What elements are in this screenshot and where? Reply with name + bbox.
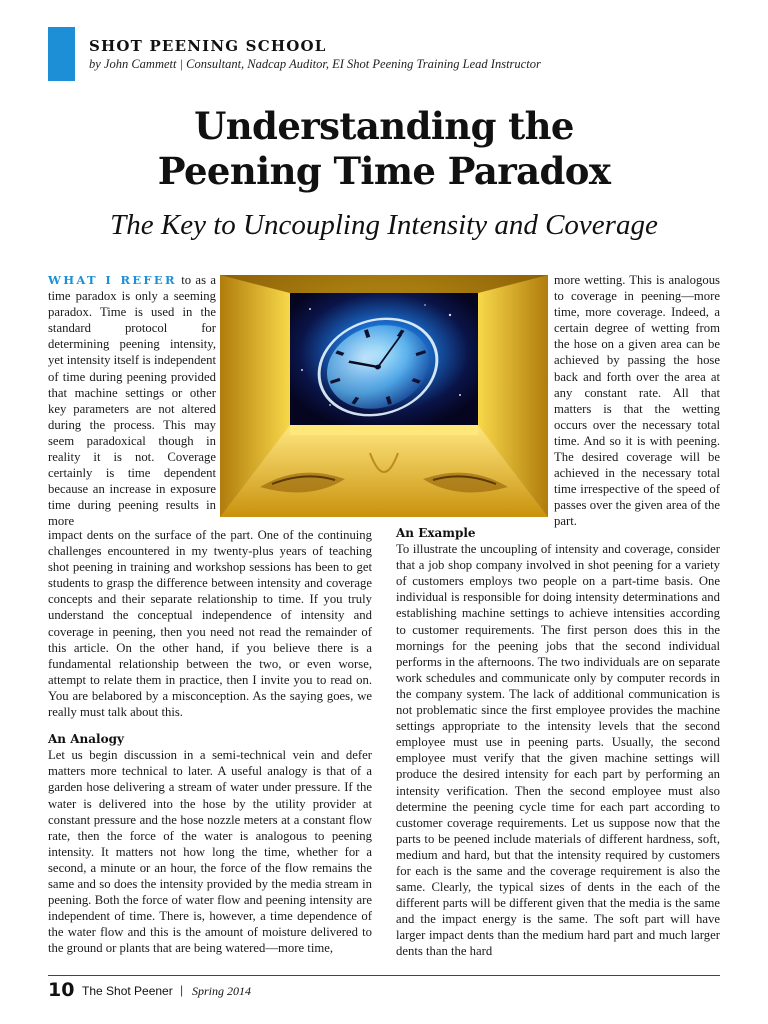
left-column-top bbox=[48, 272, 216, 530]
section-heading-example: An Example bbox=[396, 526, 476, 540]
lead-in: WHAT I REFER bbox=[48, 273, 177, 287]
footer-rule bbox=[48, 975, 720, 976]
left-column-bottom bbox=[48, 527, 372, 956]
issue-date: Spring 2014 bbox=[192, 984, 252, 998]
section-accent-bar bbox=[48, 27, 75, 81]
right-column-top: more wetting. This is analogous to coverage in peening—more time, more coverage. Indeed, a certain degree of wetting from the hose on a given area can be achieved by passing the hose back and forth over the area at any constant rate. All that matters is that the wetting occurs over the necessary total time. And so it is with peening. The desired coverage will be achieved in the necessary total time irrespective of the speed of passes over the given area of the part. bbox=[554, 273, 720, 529]
footer-separator: | bbox=[180, 983, 184, 997]
section-heading-analogy: An Analogy bbox=[48, 732, 124, 747]
title-line-1: Understanding the bbox=[194, 104, 574, 148]
article-title bbox=[0, 104, 768, 194]
page-number: 10 bbox=[48, 979, 75, 1001]
section-label: SHOT PEENING SCHOOL bbox=[89, 37, 327, 55]
right-column-bottom bbox=[396, 525, 720, 960]
title-line-2: Peening Time Paradox bbox=[157, 149, 611, 193]
byline: by John Cammett | Consultant, Nadcap Auditor, EI Shot Peening Training Lead Instructor bbox=[89, 57, 541, 71]
article-subtitle: The Key to Uncoupling Intensity and Coverage bbox=[110, 209, 658, 241]
clock-illustration bbox=[220, 275, 548, 517]
body-paragraph: Let us begin discussion in a semi-technical vein and defer matters more technical to later. A useful analogy is that of a garden hose delivering a stream of water under pressure. If the water is delivered into the hose by the utility provider at constant pressure and the hose nozzle meters at a constant flow rate, then the force of the water is analogous to peening intensity. It matters not how long the time, whether for a second, a minute or an hour, the force of the flow remains the same and so does the intensity provided by the media stream in peening. Both the force of water flow and peening intensity are independent of time. There is, however, a time dependence of the water flow and this is the amount of moisture delivered to the ground or plants that are being watered—more time, bbox=[48, 748, 372, 956]
body-paragraph: To illustrate the uncoupling of intensity and coverage, consider that a job shop company involved in shot peening for a variety of customers employs two people on a part-time basis. One individual is responsible for doing intensity determinations and establishing machine settings to achieve intensities according to customer requirements. The first person does this in the mornings for the peening jobs that the second individual performs in the afternoons. The two individuals are on separate work schedules and communicate only by computer records in the company system. The lack of additional communication is not problematic since the first employee provides the machine settings appropriate to the intensity levels that the second employee must use in peening parts. Usually, the second employee must verify that the given machine settings will produce the desired intensity for each part by performing an intensity verification. Then the second employee must also determine the peening cycle time for each part according to customer coverage requirements. Let us suppose now that the parts to be peened include materials of different hardness, soft, medium and hard, but that the intensity required by customers for each is the same and the coverage requirement is also the same. Clearly, the typical sizes of dents in the each of the different parts will be different given that the media is the same and the impact energy is the same. The soft part will have larger impact dents than the medium hard part and much larger dents than the hard bbox=[396, 542, 720, 959]
magazine-name: The Shot Peener bbox=[82, 984, 173, 998]
body-paragraph: impact dents on the surface of the part. One of the continuing challenges encountered in my twenty-plus years of teaching shot peening in training and workshop sessions has been to get students to grasp the difference between intensity and coverage concepts and their separate relationship to time. If you truly understand the conceptual independence of intensity and coverage in peening, then you need not read the remainder of this article. On the other hand, if you believe there is a fundamental relationship between the two, or even worse, attempt to relate them in practice, then I invite you to read on. You are belabored by a misconception. As the saying goes, we really must talk about this. bbox=[48, 528, 372, 720]
body-text-left-top: to as a time paradox is only a seeming paradox. Time is used in the standard protocol for determining peening intensity, yet intensity itself is independent of time during peening provided that machine settings or other key parameters are not altered during the process. This may seem paradoxical though in reality it is not. Coverage certainly is time dependent because an increase in exposure time during peening results in more bbox=[48, 273, 217, 529]
